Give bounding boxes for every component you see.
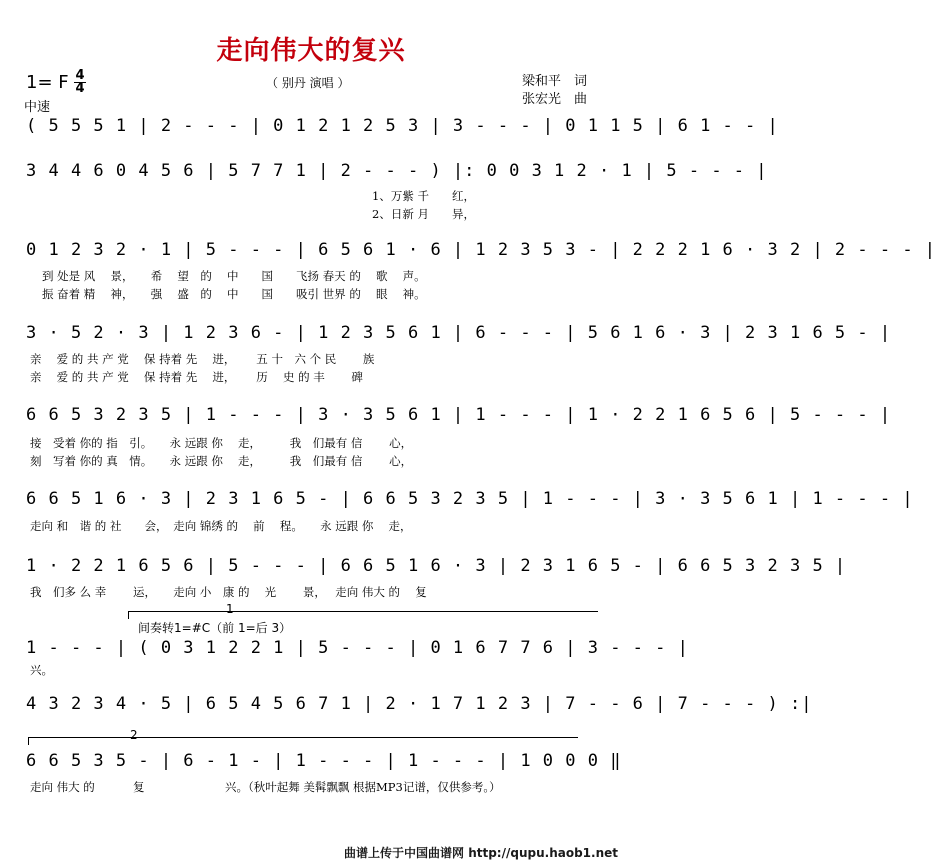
composer-credit: 张宏光 曲 [522, 92, 588, 107]
second-ending-bracket [28, 737, 578, 738]
stave-2-lyric-verse-1: 1、万紫 千 红， [372, 189, 475, 203]
stave-7-notes: 1 · 2 2 1 6 5 6 | 5 - - - | 6 6 5 1 6 · 3 | 2 3 1 6 5 - | 6 6 5 3 2 3 5 | [26, 556, 847, 576]
stave-6-notes: 6 6 5 1 6 · 3 | 2 3 1 6 5 - | 6 6 5 3 2 3 5 | 1 - - - | 3 · 3 5 6 1 | 1 - - - | [26, 489, 914, 509]
stave-6-lyric: 走向 和 谐 的 社 会， 走向 锦绣 的 前 程。 永 远跟 你 走， [30, 519, 412, 533]
stave-3-notes: 0 1 2 3 2 · 1 | 5 - - - | 6 5 6 1 · 6 | 1 2 3 5 3 - | 2 2 2 1 6 · 3 2 | 2 - - - | [26, 240, 936, 260]
stave-3-lyric-verse-1: 到 处是 风 景， 希 望 的 中 国 飞扬 春天 的 歌 声。 [42, 269, 426, 283]
second-ending-tick [28, 737, 29, 745]
stave-4-lyric-verse-1: 亲 爱 的 共 产 党 保 持着 先 进， 五 十 六 个 民 族 [30, 352, 375, 366]
stave-10-lyric: 走向 伟大 的 复 兴。（秋叶起舞 美髯飘飘 根据MP3记谱，仅供参考。） [30, 780, 501, 794]
interlude-modulation-note: 间奏转1=#C（前 1=后 3） [138, 621, 292, 635]
stave-2-lyric-verse-2: 2、日新 月 异， [372, 207, 475, 221]
stave-7-lyric: 我 们多 么 幸 运， 走向 小 康 的 光 景， 走向 伟大 的 复 [30, 585, 427, 599]
stave-2-notes: 3 4 4 6 0 4 5 6 | 5 7 7 1 | 2 - - - ) |: 0 0 3 1 2 · 1 | 5 - - - | [26, 161, 768, 181]
stave-8-lyric: 兴。 [30, 663, 53, 677]
first-ending-number: 1 [226, 602, 234, 616]
stave-3-lyric-verse-2: 振 奋着 精 神， 强 盛 的 中 国 吸引 世界 的 眼 神。 [42, 287, 426, 301]
performer-credit: （ 别丹 演唱 ） [266, 76, 350, 90]
stave-5-notes: 6 6 5 3 2 3 5 | 1 - - - | 3 · 3 5 6 1 | 1 - - - | 1 · 2 2 1 6 5 6 | 5 - - - | [26, 405, 892, 425]
site-watermark: 曲谱上传于中国曲谱网 http://qupu.haob1.net [344, 846, 618, 860]
first-ending-tick [128, 611, 129, 619]
stave-1-notes: ( 5 5 5 1 | 2 - - - | 0 1 2 1 2 5 3 | 3 - - - | 0 1 1 5 | 6 1 - - | [26, 116, 779, 136]
stave-4-lyric-verse-2: 亲 爱 的 共 产 党 保 持着 先 进， 历 史 的 丰 碑 [30, 370, 363, 384]
first-ending-bracket [128, 611, 598, 612]
key-signature: 1= F [26, 72, 69, 93]
stave-10-notes: 6 6 5 3 5 - | 6 - 1 - | 1 - - - | 1 - - - | 1 0 0 0 ‖ [26, 751, 622, 771]
stave-9-notes: 4 3 2 3 4 · 5 | 6 5 4 5 6 7 1 | 2 · 1 7 1 2 3 | 7 - - 6 | 7 - - - ) :| [26, 694, 813, 714]
song-title: 走向伟大的复兴 [216, 36, 406, 66]
time-signature-bottom: 4 [75, 81, 85, 96]
stave-4-notes: 3 · 5 2 · 3 | 1 2 3 6 - | 1 2 3 5 6 1 | 6 - - - | 5 6 1 6 · 3 | 2 3 1 6 5 - | [26, 323, 892, 343]
time-signature-top: 4 [75, 68, 85, 83]
stave-8-notes: 1 - - - | ( 0 3 1 2 2 1 | 5 - - - | 0 1 6 7 7 6 | 3 - - - | [26, 638, 689, 658]
lyricist-credit: 梁和平 词 [522, 74, 588, 89]
stave-5-lyric-verse-2: 刻 写着 你的 真 情。 永 远跟 你 走， 我 们最有 信 心， [30, 454, 413, 468]
stave-5-lyric-verse-1: 接 受着 你的 指 引。 永 远跟 你 走， 我 们最有 信 心， [30, 436, 413, 450]
tempo-marking: 中速 [24, 100, 51, 115]
second-ending-number: 2 [130, 728, 138, 742]
